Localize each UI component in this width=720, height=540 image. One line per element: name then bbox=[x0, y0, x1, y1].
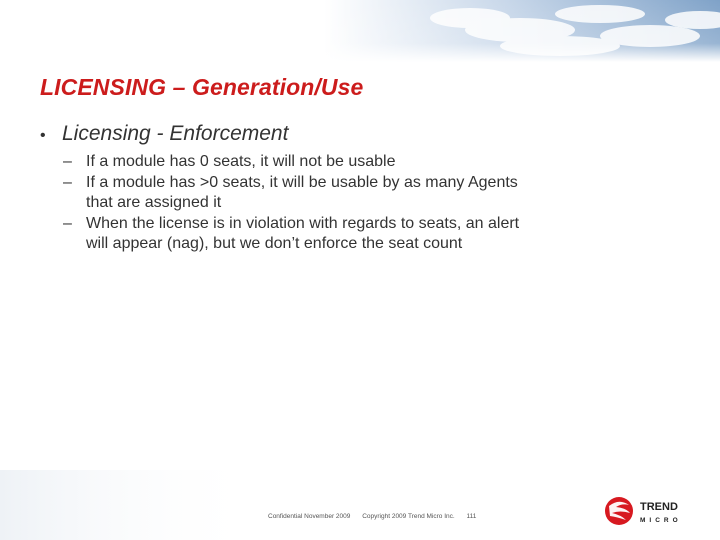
svg-text:MICRO: MICRO bbox=[640, 517, 682, 524]
sub-bullet-list bbox=[40, 152, 680, 254]
dash-mark: – bbox=[63, 174, 72, 191]
slide-content bbox=[40, 122, 680, 255]
sub-bullet bbox=[63, 152, 680, 172]
sky-banner bbox=[0, 0, 720, 62]
footer-confidential: Confidential November 2009 bbox=[268, 513, 351, 520]
svg-text:TREND: TREND bbox=[640, 501, 678, 513]
main-bullet bbox=[40, 122, 680, 146]
bottom-sky-decoration bbox=[0, 470, 260, 540]
slide-title: LICENSING – Generation/Use bbox=[40, 74, 364, 100]
footer-page-number: 111 bbox=[466, 513, 477, 520]
dash-mark: – bbox=[63, 153, 72, 170]
sub-bullet-text: If a module has 0 seats, it will not be usable bbox=[86, 153, 396, 170]
slide-footer bbox=[268, 513, 486, 520]
trend-micro-logo bbox=[604, 494, 704, 528]
sub-bullet-text: When the license is in violation with regards to seats, an alert will appear (nag), but we don’t enforce the seat count bbox=[86, 215, 520, 252]
sub-bullet bbox=[63, 214, 680, 254]
footer-copyright: Copyright 2009 Trend Micro Inc. bbox=[362, 513, 455, 520]
sky-clouds-image bbox=[0, 0, 720, 62]
dash-mark: – bbox=[63, 215, 72, 232]
main-bullet-text: Licensing - Enforcement bbox=[62, 122, 289, 145]
sub-bullet bbox=[63, 173, 680, 213]
sub-bullet-text: If a module has >0 seats, it will be usable by as many Agents that are assigned it bbox=[86, 174, 518, 211]
bullet-mark: • bbox=[40, 127, 46, 144]
